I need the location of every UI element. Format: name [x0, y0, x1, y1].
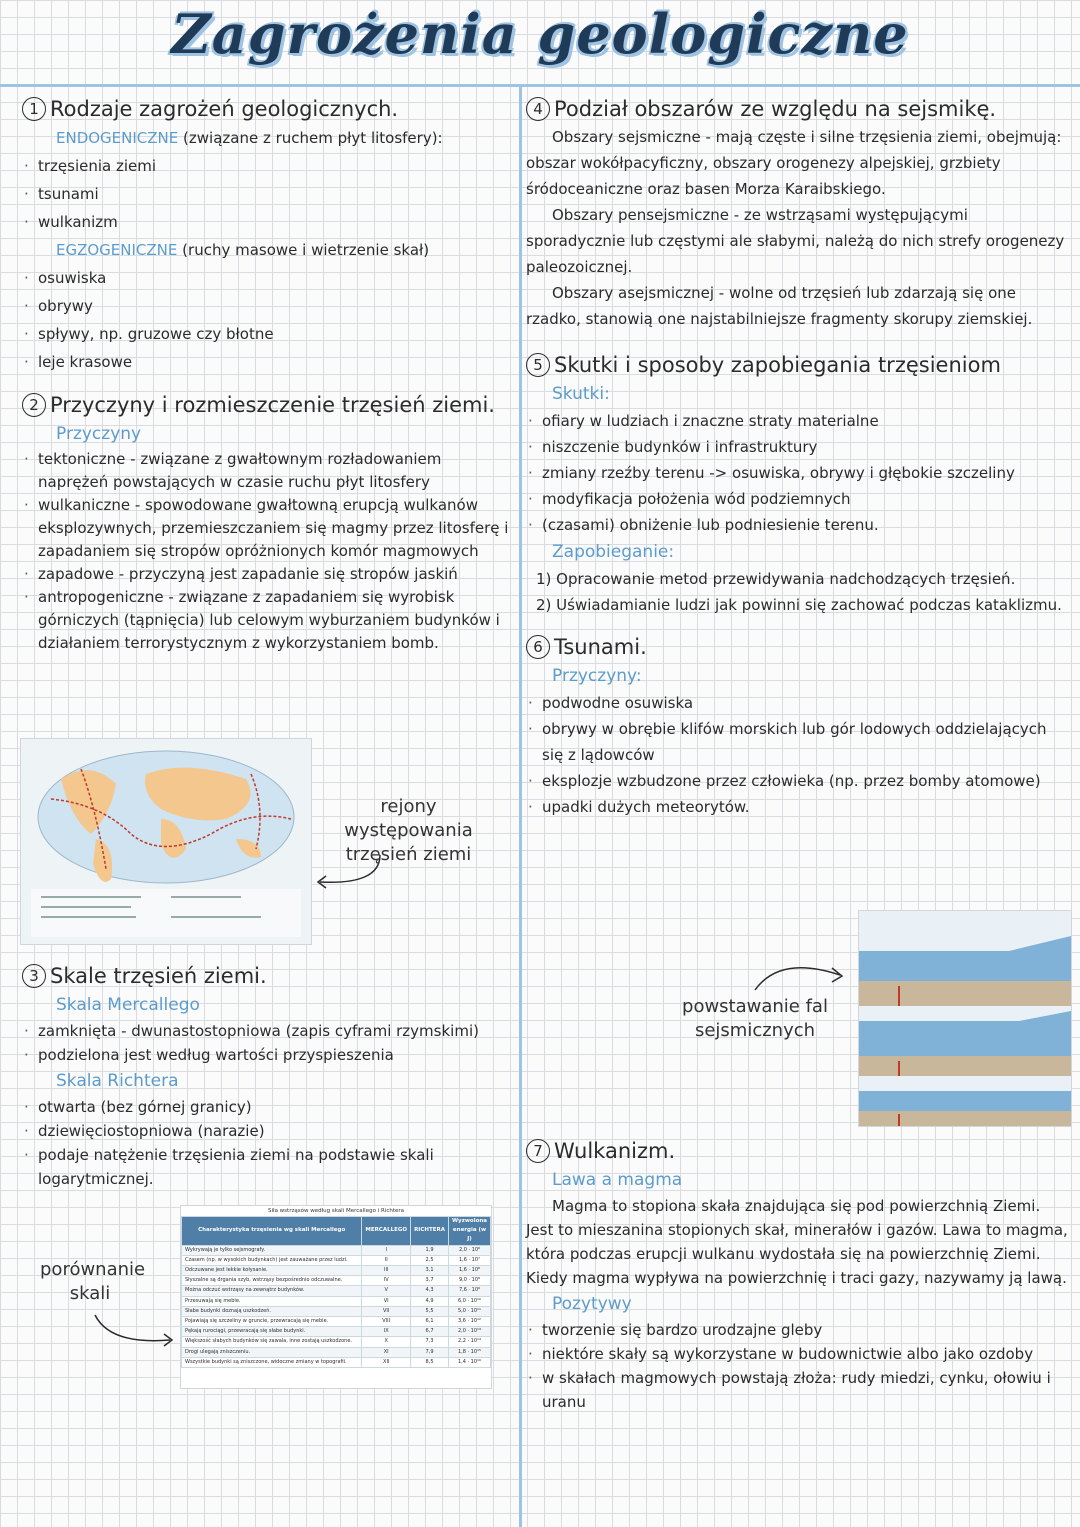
table-header: Charakterystyka trzęsienia wg skali Mercallego: [182, 1217, 362, 1246]
mercalli-label: Skala Mercallego: [56, 995, 200, 1015]
list-item: · (czasami) obniżenie lub podniesienie terenu.: [526, 512, 1071, 538]
paragraph: Obszary sejsmiczne - mają częste i silne trzęsienia ziemi, obejmują: obszar wokółpacyficzny, obszary orogenezy alpejskiej, grzbiety śródoceaniczne oraz basen Morza Karaibskiego.: [526, 128, 1062, 198]
table-row: Drogi ulegają zniszczeniu. XI 7,9 1,8 · 10¹⁵: [182, 1347, 491, 1357]
table-row: Przesuwają się meble. VI 4,9 6,0 · 10¹⁰: [182, 1296, 491, 1306]
earthquake-map-figure: [20, 738, 312, 945]
tsunami-diagram-image: [859, 911, 1071, 1126]
section-7: [526, 1130, 1071, 1414]
list-item: · leje krasowe: [22, 348, 514, 376]
column-divider: [519, 86, 522, 1527]
right-column: [526, 88, 1071, 820]
egzo-note: (ruchy masowe i wietrzenie skał): [182, 241, 430, 259]
positives-label: Pozytywy: [552, 1294, 632, 1314]
egzo-label: EGZOGENICZNE: [56, 241, 178, 259]
compare-note: porównanie skali: [40, 1259, 146, 1304]
list-item: · podwodne osuwiska: [526, 690, 1071, 716]
list-item: · ofiary w ludziach i znaczne straty materialne: [526, 408, 1071, 434]
list-item: · osuwiska: [22, 264, 514, 292]
left-column: [22, 88, 514, 655]
list-item: · w skałach magmowych powstają złoża: rudy miedzi, cynku, ołowiu i uranu: [526, 1366, 1071, 1414]
list-item: · tektoniczne - związane z gwałtownym rozładowaniem naprężeń powstających w czasie ruchu płyt litosfery: [22, 448, 514, 494]
list-item: · trzęsienia ziemi: [22, 152, 514, 180]
list-item: · obrywy: [22, 292, 514, 320]
list-item: · antropogeniczne - związane z zapadaniem się wyrobisk górniczych (tąpnięcia) lub celowym wyburzaniem budynków i działaniem terrorystycznym z wykorzystaniem bomb.: [22, 586, 514, 655]
table-row: Odczuwane jest lekkie kołysanie. III 3,1 1,6 · 10⁸: [182, 1266, 491, 1276]
table-row: Można odczuć wstrząsy na zewnątrz budynków. V 4,3 7,6 · 10⁹: [182, 1286, 491, 1296]
list-item: · podaje natężenie trzęsienia ziemi na podstawie skali logarytmicznej.: [22, 1143, 514, 1191]
list-item: · tsunami: [22, 180, 514, 208]
section-3: [22, 955, 514, 1191]
list-item: · wulkaniczne - spowodowane gwałtowną erupcją wulkanów eksplozywnych, przemieszczaniem się magmy przez litosferę i zapadaniem się stropów opróżnionych komór magmowych: [22, 494, 514, 563]
section-7-heading: 7 Wulkanizm.: [526, 1136, 1071, 1166]
list-item: · upadki dużych meteorytów.: [526, 794, 852, 820]
list-item: · podzielona jest według wartości przyspieszenia: [22, 1043, 514, 1067]
effects-label: Skutki:: [552, 384, 610, 404]
table-header: MERCALLEGO: [362, 1217, 411, 1246]
list-item: · niektóre skały są wykorzystane w budownictwie albo jako ozdoby: [526, 1342, 1071, 1366]
lava-magma-label: Lawa a magma: [552, 1170, 683, 1190]
table-row: Większość słabych budynków się zawala, inne zostają uszkodzone. X 7,3 2,2 · 10¹⁴: [182, 1337, 491, 1347]
list-item: · modyfikacja położenia wód podziemnych: [526, 486, 1071, 512]
table-row: Słyszalne są drgania szyb, wstrząsy bezpośrednio odczuwalne. IV 3,7 9,0 · 10⁸: [182, 1276, 491, 1286]
list-item: · obrywy w obrębie klifów morskich lub gór lodowych oddzielających się z lądowców: [526, 716, 1071, 768]
list-item: · niszczenie budynków i infrastruktury: [526, 434, 1071, 460]
table-row: Czasem (np. w wysokich budynkach) jest zauważane przez ludzi. II 2,5 1,6 · 10⁷: [182, 1255, 491, 1265]
section-2-heading: 2 Przyczyny i rozmieszczenie trzęsień ziemi.: [22, 390, 514, 420]
arrow-icon: [750, 955, 850, 995]
table-row: Wykrywają je tylko sejsmografy. I 1,9 2,0 · 10⁶: [182, 1245, 491, 1255]
richter-label: Skala Richtera: [56, 1071, 179, 1091]
table-header: Wyzwolona energia (w J): [448, 1217, 490, 1246]
section-6-heading: 6 Tsunami.: [526, 632, 1071, 662]
endo-note: (związane z ruchem płyt litosfery):: [183, 129, 443, 147]
list-item: · spływy, np. gruzowe czy błotne: [22, 320, 514, 348]
table-row: Wszystkie budynki są zniszczone, widoczne zmiany w topografii. XII 8,5 1,4 · 10¹⁶: [182, 1357, 491, 1367]
arrow-icon: [310, 850, 390, 895]
endo-label: ENDOGENICZNE: [56, 129, 179, 147]
paragraph: Magma to stopiona skała znajdująca się pod powierzchnią Ziemi. Jest to mieszanina stopionych skał, minerałów i gazów. Lawa to magma, która podczas erupcji wulkanu wydostała się na powierzchnię Ziemi. Kiedy magma wypływa na powierzchnię i traci gazy, nazywamy ją lawą.: [526, 1197, 1068, 1287]
arrow-icon: [90, 1310, 180, 1350]
top-divider: [0, 84, 1080, 87]
table-row: Pojawiają się szczeliny w gruncie, przewracają się meble. VIII 6,1 3,6 · 10¹²: [182, 1317, 491, 1327]
list-item: · wulkanizm: [22, 208, 514, 236]
list-item: · otwarta (bez górnej granicy): [22, 1095, 514, 1119]
list-item: · eksplozje wzbudzone przez człowieka (np. przez bomby atomowe): [526, 768, 1071, 794]
causes-label: Przyczyny: [56, 424, 142, 444]
table-caption: Siła wstrząsów według skali Mercallego i Richtera: [267, 1208, 405, 1214]
tsunami-diagram-note: powstawanie fal sejsmicznych: [682, 996, 828, 1041]
section-1-heading: 1 Rodzaje zagrożeń geologicznych.: [22, 94, 514, 124]
world-map-image: [21, 739, 311, 944]
map-note: rejony występowania trzęsień ziemi: [344, 796, 473, 865]
list-item: · dziewięciostopniowa (narazie): [22, 1119, 514, 1143]
table-row: Słabe budynki doznają uszkodzeń. VII 5,5 5,0 · 10¹¹: [182, 1306, 491, 1316]
section-4-heading: 4 Podział obszarów ze względu na sejsmikę.: [526, 94, 1071, 124]
prevention-label: Zapobieganie:: [552, 542, 675, 562]
list-item: · zapadowe - przyczyną jest zapadanie się stropów jaskiń: [22, 563, 514, 586]
page-title: Zagrożenia geologiczne: [171, 2, 909, 66]
section-5-heading: 5 Skutki i sposoby zapobiegania trzęsieniom: [526, 350, 1071, 380]
table-row: Pękają rurociągi, przewracają się słabe budynki. IX 6,7 2,0 · 10¹³: [182, 1327, 491, 1337]
list-item: · zmiany rzeźby terenu -> osuwiska, obrywy i głębokie szczeliny: [526, 460, 1071, 486]
paragraph: Obszary asejsmicznej - wolne od trzęsień lub zdarzają się one rzadko, stanowią one najstabilniejsze fragmenty skorupy ziemskiej.: [526, 284, 1033, 328]
tsunami-causes-label: Przyczyny:: [552, 666, 642, 686]
section-3-heading: 3 Skale trzęsień ziemi.: [22, 961, 514, 991]
list-item: 1) Opracowanie metod przewidywania nadchodzących trzęsień.: [536, 570, 1016, 588]
tsunami-diagram-figure: [858, 910, 1072, 1127]
list-item: · zamknięta - dwunastostopniowa (zapis cyframi rzymskimi): [22, 1019, 514, 1043]
paragraph: Obszary pensejsmiczne - ze wstrząsami występującymi sporadycznie lub częstymi ale słabymi, należą do nich strefy orogenezy paleozoicznej.: [526, 206, 1065, 276]
list-item: 2) Uświadamianie ludzi jak powinni się zachować podczas kataklizmu.: [536, 596, 1062, 614]
scale-comparison-table: [180, 1205, 492, 1389]
list-item: · tworzenie się bardzo urodzajne gleby: [526, 1318, 1071, 1342]
table-header: RICHTERA: [411, 1217, 449, 1246]
